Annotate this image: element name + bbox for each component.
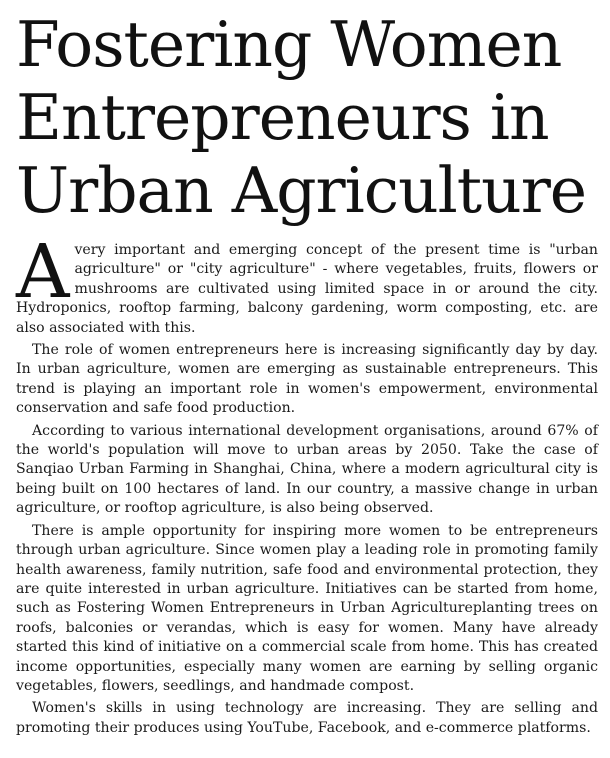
article xyxy=(16,8,598,741)
article-body xyxy=(16,229,598,738)
paragraph-2: The role of women entrepreneurs here is increasing significantly day by day. In urban agriculture, women are emerging as sustainable entrepreneurs. This trend is playing an important role in women's empowerment, environmental conservation and safe food production. xyxy=(16,342,598,417)
paragraph-3: According to various international development organisations, around 67% of the world's population will move to urban areas by 2050. Take the case of Sanqiao Urban Farming in Shanghai, China, where a modern agricultural city is being built on 100 hectares of land. In our country, a massive change in urban agriculture, or rooftop agriculture, is also being observed. xyxy=(16,422,598,517)
paragraph-1-text: very important and emerging concept of the present time is "urban agriculture" or "city agriculture" - where vegetables, fruits, flowers or mushrooms are cultivated using limited space in or around the city. Hydroponics, rooftop farming, balcony gardening, worm composting, etc. are also associated with this. xyxy=(16,242,598,336)
headline: Fostering Women Entrepreneurs in Urban Agriculture xyxy=(16,8,587,227)
paragraph-4: There is ample opportunity for inspiring more women to be entrepreneurs through urban agriculture. Since women play a leading role in promoting family health awareness, family nutrition, safe food and environmental protection, they are quite interested in urban agriculture. Initiatives can be started from home, such as Fostering Women Entrepreneurs in Urban Agricultureplanting trees on roofs, balconies or verandas, which is easy for women. Many have already started this kind of initiative on a commercial scale from home. This has created income opportunities, especially many women are earning by selling organic vegetables, flowers, seedlings, and handmade compost. xyxy=(16,522,598,694)
drop-cap: A xyxy=(16,229,70,315)
paragraph-5: Women's skills in using technology are increasing. They are selling and promoting their produces using YouTube, Facebook, and e-commerce platforms. xyxy=(16,700,598,736)
paragraph-1 xyxy=(16,229,598,338)
